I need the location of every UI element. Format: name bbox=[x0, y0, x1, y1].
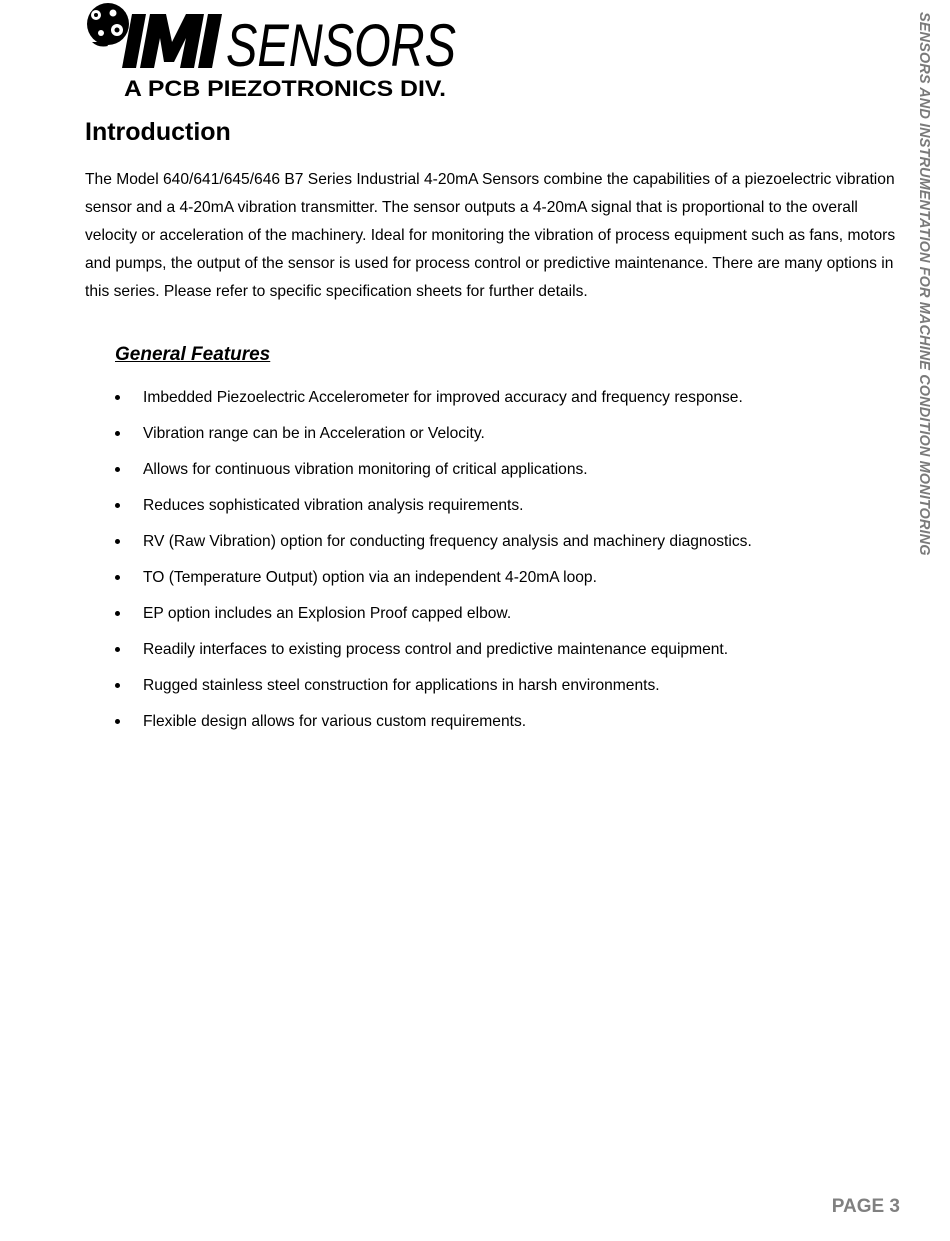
intro-heading: Introduction bbox=[85, 118, 231, 146]
page-number: PAGE 3 bbox=[831, 1196, 900, 1217]
feature-text: Rugged stainless steel construction for applications in harsh environments. bbox=[143, 677, 660, 694]
list-item bbox=[115, 492, 895, 528]
list-item bbox=[115, 708, 895, 744]
list-item bbox=[115, 636, 895, 672]
feature-text: RV (Raw Vibration) option for conducting frequency analysis and machinery diagnostics. bbox=[143, 533, 752, 550]
feature-text: EP option includes an Explosion Proof capped elbow. bbox=[143, 605, 512, 622]
features-heading: General Features bbox=[115, 344, 271, 365]
logo-imi-wordmark bbox=[122, 14, 222, 68]
bullet-icon bbox=[115, 395, 120, 400]
feature-text: Vibration range can be in Acceleration or Velocity. bbox=[143, 425, 485, 442]
list-item bbox=[115, 528, 895, 564]
list-item bbox=[115, 600, 895, 636]
bullet-icon bbox=[115, 467, 120, 472]
bullet-icon bbox=[115, 683, 120, 688]
gear-emblem-icon bbox=[87, 3, 129, 47]
logo-sensors-text: SENSORS bbox=[226, 12, 456, 79]
list-item bbox=[115, 564, 895, 600]
features-list bbox=[115, 384, 895, 744]
bullet-icon bbox=[115, 575, 120, 580]
imi-sensors-logo bbox=[84, 2, 464, 102]
intro-paragraph: The Model 640/641/645/646 B7 Series Industrial 4-20mA Sensors combine the capabilities of a piezoelectric vibration sensor and a 4-20mA vibration transmitter. The sensor outputs a 4-20mA signal that is proportional to the overall velocity or acceleration of the machinery. Ideal for monitoring the vibration of process equipment such as fans, motors and pumps, the output of the sensor is used for process control or predictive maintenance. There are many options in this series. Please refer to specific specification sheets for further details. bbox=[85, 171, 896, 300]
side-banner: SENSORS AND INSTRUMENTATION FOR MACHINE CONDITION MONITORING bbox=[916, 12, 932, 556]
list-item bbox=[115, 420, 895, 456]
feature-text: Reduces sophisticated vibration analysis requirements. bbox=[143, 497, 524, 514]
list-item bbox=[115, 672, 895, 708]
feature-text: Imbedded Piezoelectric Accelerometer for improved accuracy and frequency response. bbox=[143, 389, 743, 406]
bullet-icon bbox=[115, 647, 120, 652]
logo-subtitle: A PCB PIEZOTRONICS DIV. bbox=[124, 76, 446, 101]
list-item bbox=[115, 384, 895, 420]
feature-text: TO (Temperature Output) option via an independent 4-20mA loop. bbox=[143, 569, 597, 586]
feature-text: Allows for continuous vibration monitoring of critical applications. bbox=[143, 461, 588, 478]
bullet-icon bbox=[115, 611, 120, 616]
bullet-icon bbox=[115, 431, 120, 436]
bullet-icon bbox=[115, 503, 120, 508]
feature-text: Flexible design allows for various custom requirements. bbox=[143, 713, 527, 730]
bullet-icon bbox=[115, 719, 120, 724]
list-item bbox=[115, 456, 895, 492]
bullet-icon bbox=[115, 539, 120, 544]
feature-text: Readily interfaces to existing process control and predictive maintenance equipment. bbox=[143, 641, 729, 658]
